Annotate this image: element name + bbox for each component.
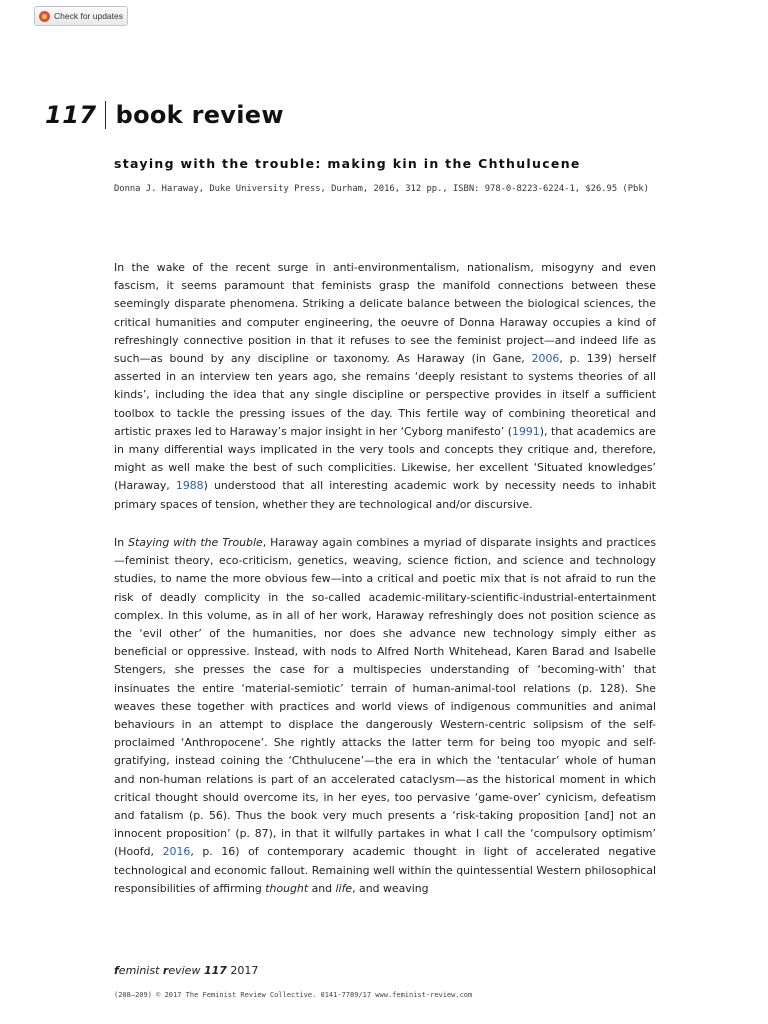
issue-number: 117 [45,101,97,129]
text-run: and [308,881,336,895]
text-run: , Haraway again combines a myriad of disparate insights and practices—feminist theory, eco-criticism, genetics, weaving, science fiction, and science and technology studies, to name the more obvious few—into a critical and poetic mix that is not afraid to run the risk of deadly complicity in the so-called academic-military-scientific-industrial-entertainment complex. In this volume, as in all of her work, Haraway refreshingly does not position science as the ‘evil other’ of the humanities, nor does she advance new technology simply either as beneficial or oppressive. Instead, with nods to Alfred North Whitehead, Karen Barad and Isabelle Stengers, she presses the case for a multispecies understanding of ‘becoming-with’ that insinuates the entire ‘material-semiotic’ terrain of human-animal-tool relations (p. 128). She weaves these together with practices and world views of indigenous communities and animal behaviours in an attempt to displace the dangerously Western-centric solipsism of the self-proclaimed ‘Anthropocene’. She rightly attacks the latter term for being too myopic and self-gratifying, instead coining the ‘Chthulucene’—the era in which the ‘tentacular’ whole of human and non-human relations is part of an accelerated cataclysm—as the historical moment in which critical thought should overcome its, in her eyes, too pervasive ‘game-over’ cynicism, defeatism and fatalism (p. 56). Thus the book very much presents a ‘risk-taking proposition [and] not an innocent proposition’ (p. 87), in that it wilfully partakes in what I call the ‘compulsory optimism’ (Hoofd, [114,536,656,859]
paragraph-1 [114,259,656,514]
text-run: ) understood that all interesting academic work by necessity needs to inhabit primary spaces of tension, whether they are technological and/or discursive. [114,479,656,511]
journal-year: 2017 [226,964,259,977]
reference-link-1991[interactable]: 1991 [512,424,540,438]
text-run: ), that academics are in many differential ways implicated in the very tools and concepts they critique and, therefore, might as well make the best of such complicities. Likewise, her excellent ‘Situated knowledges’ (Haraway, [114,424,656,493]
text-run: , p. 16) of contemporary academic thought in light of accelerated negative technological and economic fallout. Remaining well within the quintessential Western philosophical responsibilities of affirming [114,845,657,895]
journal-issue: 117 [203,964,227,977]
text-run: In [114,536,129,549]
book-citation: Donna J. Haraway, Duke University Press, Durham, 2016, 312 pp., ISBN: 978-0-8223-6224-1, $26.95 (Pbk) [114,184,649,194]
reference-link-2016[interactable]: 2016 [162,845,191,859]
text-run: In the wake of the recent surge in anti-environmentalism, nationalism, misogyny and even fascism, it seems paramount that feminists grasp the manifold connections between these seemingly disparate phenomena. Striking a delicate balance between the biological sciences, the critical humanities and computer engineering, the oeuvre of Donna Haraway occupies a kind of refreshingly connective position in that it refuses to see the feminist project—and indeed life as such—as bound by any discipline or taxonomy. As Haraway (in Gane, [114,261,656,366]
crossmark-icon [39,11,50,22]
journal-footer [114,964,258,977]
book-title-italic: Staying with the Trouble [128,536,263,549]
article-header [45,98,284,132]
journal-initial-f: f [114,964,119,977]
text-run: , and weaving [352,881,429,895]
copyright-line: (208–209) © 2017 The Feminist Review Collective. 0141-7789/17 www.feminist-review.com [114,991,473,999]
reference-link-1988[interactable]: 1988 [175,479,204,493]
section-title: book review [115,101,284,129]
paragraph-2 [114,534,656,898]
reference-link-2006[interactable]: 2006 [531,352,560,366]
emphasis-thought: thought [265,881,309,895]
check-for-updates-button[interactable] [34,6,128,26]
book-title: staying with the trouble: making kin in the Chthulucene [114,156,581,171]
journal-initial-r: r [162,964,169,977]
check-for-updates-label: Check for updates [54,11,123,21]
journal-name-part: eminist [118,964,163,977]
journal-name-part: eview [168,964,204,977]
header-divider [105,101,106,129]
text-run: , p. 139) herself asserted in an interview ten years ago, she remains ‘deeply resistant to systems theories of all kinds’, including the idea that any single discipline or perspective provides in itself a sufficient toolbox to tackle the pressing issues of the day. This fertile way of combining theoretical and artistic praxes led to Haraway’s major insight in her ‘Cyborg manifesto’ ( [114,352,656,438]
emphasis-life: life [335,881,353,895]
